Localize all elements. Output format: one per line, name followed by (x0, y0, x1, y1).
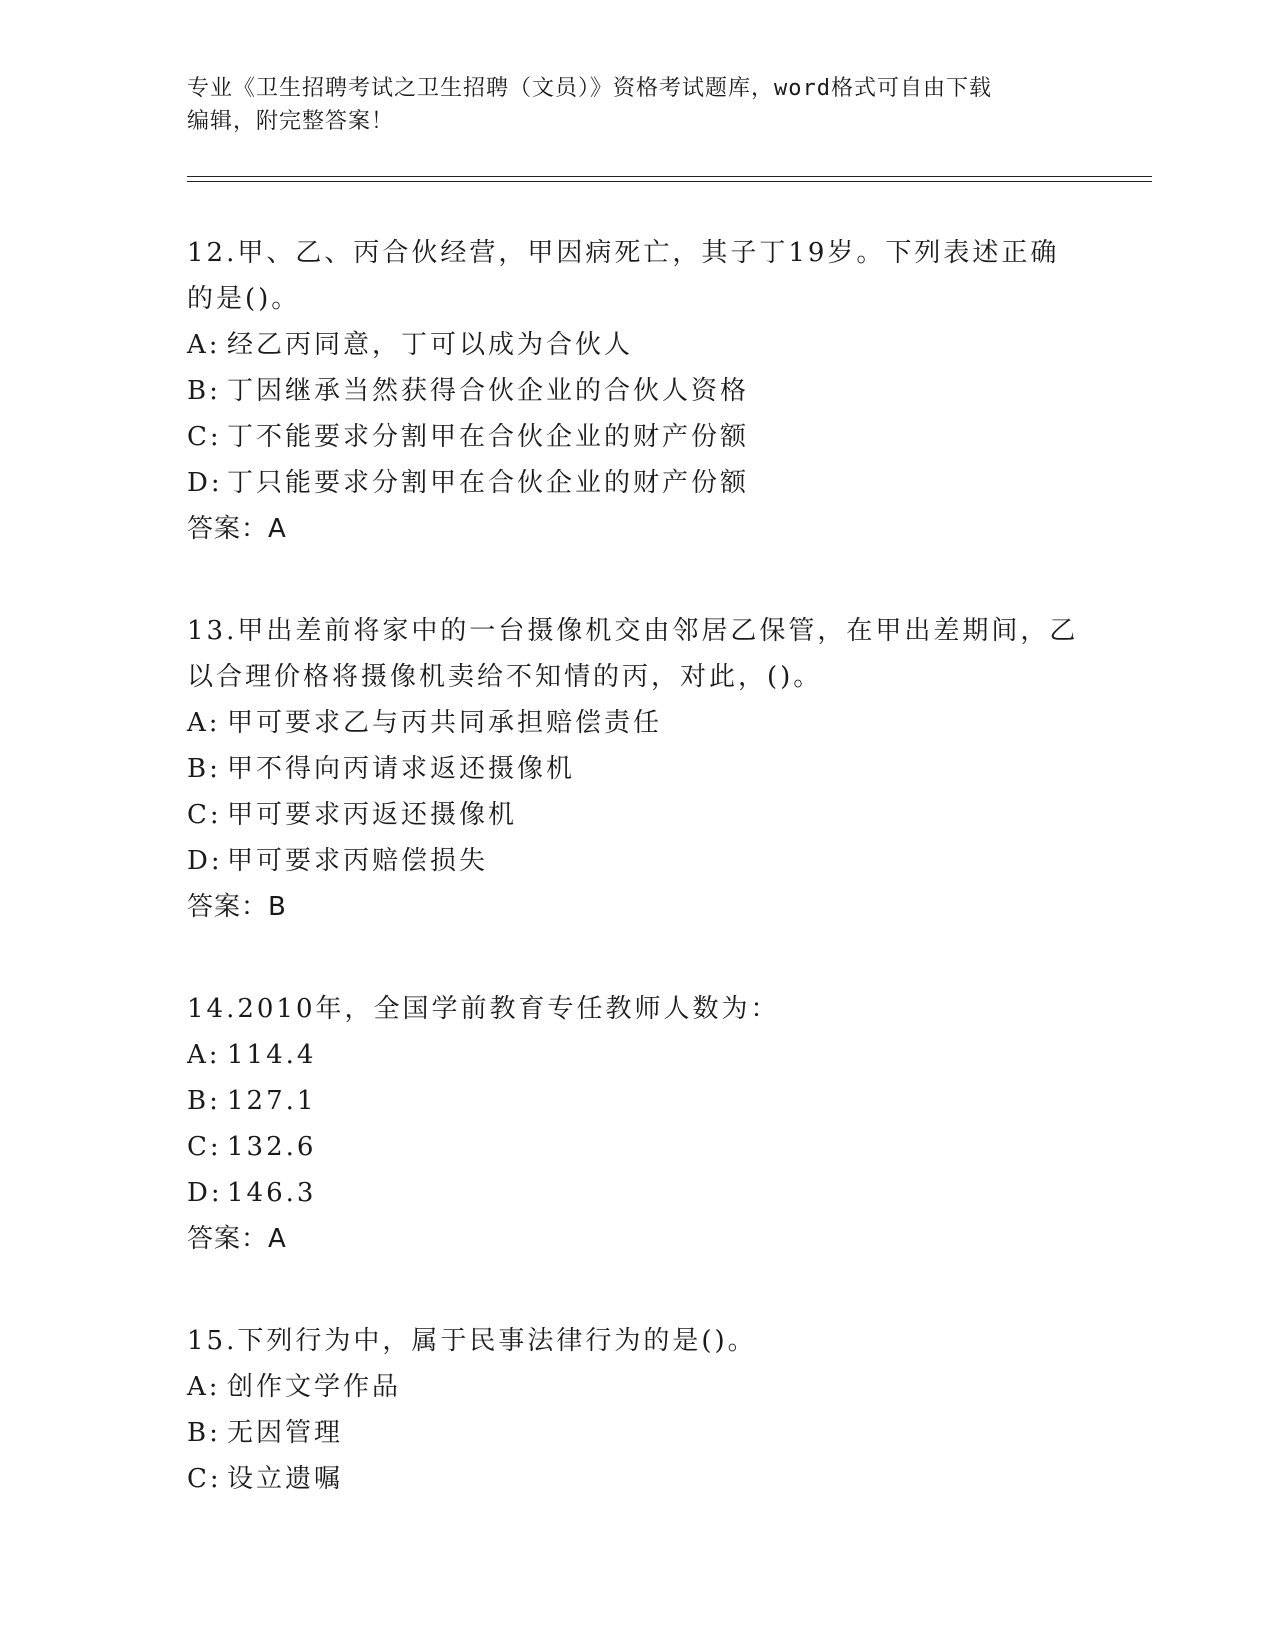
option-text: 丁因继承当然获得合伙企业的合伙人资格 (227, 376, 750, 406)
option-text: 甲不得向丙请求返还摄像机 (227, 754, 576, 784)
option-text: 甲可要求乙与丙共同承担赔偿责任 (227, 708, 663, 738)
option-text: 甲可要求丙返还摄像机 (227, 800, 518, 830)
question-14 (187, 986, 1087, 1262)
question-15 (187, 1318, 1087, 1502)
option-d (187, 1170, 1087, 1216)
header-line-2: 编辑，附完整答案！ (187, 109, 395, 134)
option-a (187, 1032, 1087, 1078)
answer-line: 答案：A (187, 1224, 287, 1254)
option-text: 创作文学作品 (227, 1372, 402, 1402)
option-key: B: (187, 754, 221, 784)
option-key: B: (187, 1418, 221, 1448)
option-a (187, 700, 1087, 746)
option-text: 丁只能要求分割甲在合伙企业的财产份额 (227, 468, 750, 498)
option-key: A: (187, 330, 221, 360)
document-header (187, 72, 1087, 138)
question-stem-line: 14.2010年，全国学前教育专任教师人数为： (187, 994, 780, 1024)
question-12 (187, 230, 1087, 552)
option-text: 设立遗嘱 (227, 1464, 344, 1494)
option-key: A: (187, 708, 221, 738)
question-stem-line: 13.甲出差前将家中的一台摄像机交由邻居乙保管，在甲出差期间，乙 (187, 616, 1079, 646)
option-b (187, 1410, 1087, 1456)
question-list (187, 230, 1087, 1558)
option-text: 无因管理 (227, 1418, 344, 1448)
option-c (187, 414, 1087, 460)
option-key: C: (187, 1132, 222, 1162)
answer-line: 答案：A (187, 514, 287, 544)
option-key: B: (187, 376, 221, 406)
option-a (187, 1364, 1087, 1410)
option-key: A: (187, 1040, 221, 1070)
option-text: 132.6 (227, 1132, 317, 1162)
option-key: A: (187, 1372, 221, 1402)
option-c (187, 1124, 1087, 1170)
option-c (187, 792, 1087, 838)
option-text: 127.1 (227, 1086, 317, 1116)
option-key: D: (187, 846, 223, 876)
option-text: 甲可要求丙赔偿损失 (227, 846, 489, 876)
question-stem-line: 的是()。 (187, 284, 301, 314)
header-divider-bottom (187, 181, 1152, 182)
option-key: B: (187, 1086, 221, 1116)
option-key: D: (187, 1178, 223, 1208)
option-key: D: (187, 468, 223, 498)
option-b (187, 368, 1087, 414)
question-stem-line: 15.下列行为中，属于民事法律行为的是()。 (187, 1326, 757, 1356)
option-key: C: (187, 1464, 222, 1494)
question-stem-line: 12.甲、乙、丙合伙经营，甲因病死亡，其子丁19岁。下列表述正确 (187, 238, 1060, 268)
option-text: 146.3 (227, 1178, 317, 1208)
option-a (187, 322, 1087, 368)
question-13 (187, 608, 1087, 930)
option-text: 114.4 (227, 1040, 317, 1070)
option-b (187, 746, 1087, 792)
header-divider-top (187, 176, 1152, 177)
option-b (187, 1078, 1087, 1124)
header-line-1: 专业《卫生招聘考试之卫生招聘（文员）》资格考试题库，word格式可自由下载 (187, 76, 992, 101)
option-text: 丁不能要求分割甲在合伙企业的财产份额 (227, 422, 750, 452)
option-d (187, 460, 1087, 506)
option-text: 经乙丙同意，丁可以成为合伙人 (227, 330, 634, 360)
option-c (187, 1456, 1087, 1502)
option-key: C: (187, 422, 222, 452)
option-d (187, 838, 1087, 884)
question-stem-line: 以合理价格将摄像机卖给不知情的丙，对此，()。 (187, 662, 823, 692)
answer-line: 答案：B (187, 892, 287, 922)
option-key: C: (187, 800, 222, 830)
